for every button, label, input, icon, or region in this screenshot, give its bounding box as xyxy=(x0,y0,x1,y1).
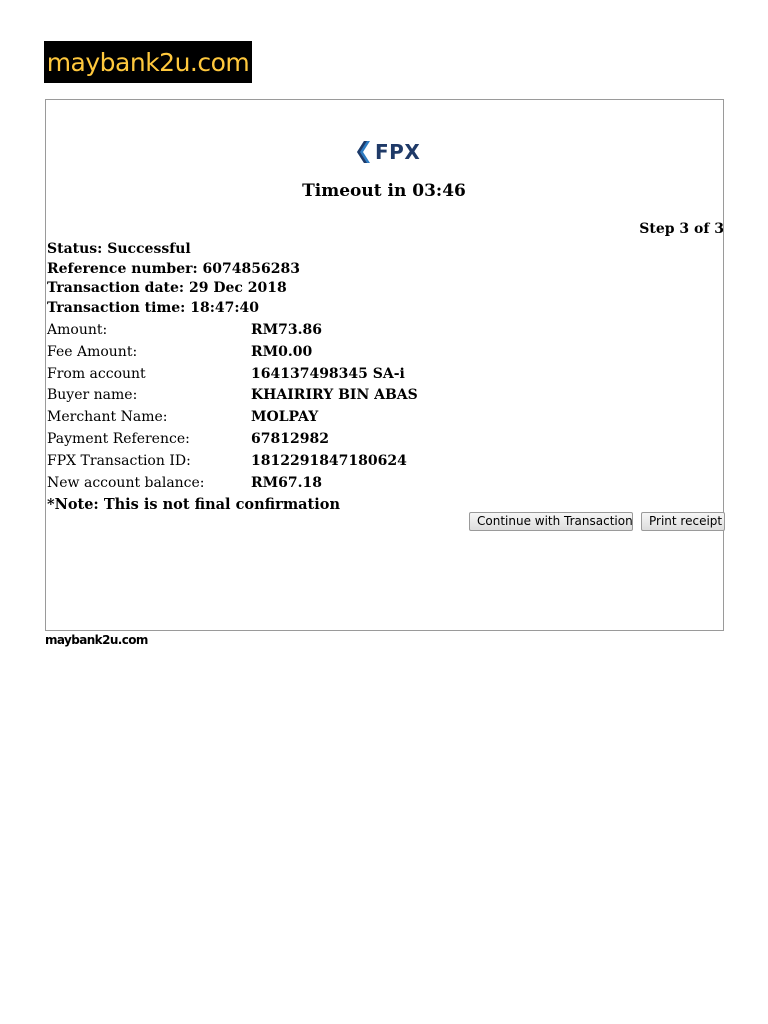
status-value: Successful xyxy=(107,241,191,257)
detail-label: Amount: xyxy=(47,322,108,338)
maybank2u-logo xyxy=(44,41,252,83)
transaction-date-line xyxy=(47,279,300,299)
reference-number-line xyxy=(47,260,300,280)
status-line xyxy=(47,240,300,260)
transaction-date-label: Transaction date: xyxy=(47,280,185,297)
detail-row-buyer-name xyxy=(47,385,467,407)
detail-label: From account xyxy=(47,365,146,382)
reference-number-label: Reference number: xyxy=(47,260,198,277)
detail-value: KHAIRIRY BIN ABAS xyxy=(251,387,418,404)
detail-label: Merchant Name: xyxy=(47,409,168,426)
detail-label: Payment Reference: xyxy=(47,430,190,447)
detail-value: RM0.00 xyxy=(251,343,313,360)
transaction-date-value: 29 Dec 2018 xyxy=(188,280,287,297)
detail-value: RM67.18 xyxy=(251,474,322,491)
footer-maybank2u-logo: maybank2u.com xyxy=(45,633,148,647)
detail-row-new-account-balance xyxy=(47,473,467,495)
detail-value: 164137498345 SA-i xyxy=(251,365,405,382)
timeout-countdown: Timeout in 03:46 xyxy=(302,181,466,201)
transaction-time-label: Transaction time: xyxy=(47,300,186,317)
detail-label: Buyer name: xyxy=(47,387,138,404)
detail-label: FPX Transaction ID: xyxy=(47,452,191,469)
logo-text: maybank2u.com xyxy=(46,47,250,77)
detail-row-payment-reference xyxy=(47,429,467,451)
detail-value: RM73.86 xyxy=(251,322,322,338)
detail-value: 1812291847180624 xyxy=(251,452,407,469)
fpx-arrow-icon xyxy=(356,141,372,163)
detail-label: New account balance: xyxy=(47,474,205,491)
fpx-logo-text: FPX xyxy=(375,140,421,164)
transaction-time-value: 18:47:40 xyxy=(190,300,260,317)
reference-number-value: 6074856283 xyxy=(202,260,300,277)
transaction-time-line xyxy=(47,299,300,319)
detail-value: 67812982 xyxy=(251,430,329,447)
continue-with-transaction-button[interactable]: Continue with Transaction xyxy=(469,512,633,531)
detail-row-amount xyxy=(47,320,467,342)
status-label: Status: xyxy=(47,241,103,257)
step-indicator: Step 3 of 3 xyxy=(639,221,724,237)
detail-row-fpx-transaction-id xyxy=(47,451,467,473)
detail-value: MOLPAY xyxy=(251,409,319,426)
print-receipt-button[interactable]: Print receipt xyxy=(641,512,725,531)
fpx-logo xyxy=(356,140,420,164)
confirmation-note: *Note: This is not final confirmation xyxy=(47,496,340,513)
transaction-details xyxy=(47,320,467,494)
detail-row-fee-amount xyxy=(47,342,467,364)
status-summary xyxy=(47,240,300,319)
detail-label: Fee Amount: xyxy=(47,343,138,360)
detail-row-from-account xyxy=(47,364,467,386)
detail-row-merchant-name xyxy=(47,407,467,429)
